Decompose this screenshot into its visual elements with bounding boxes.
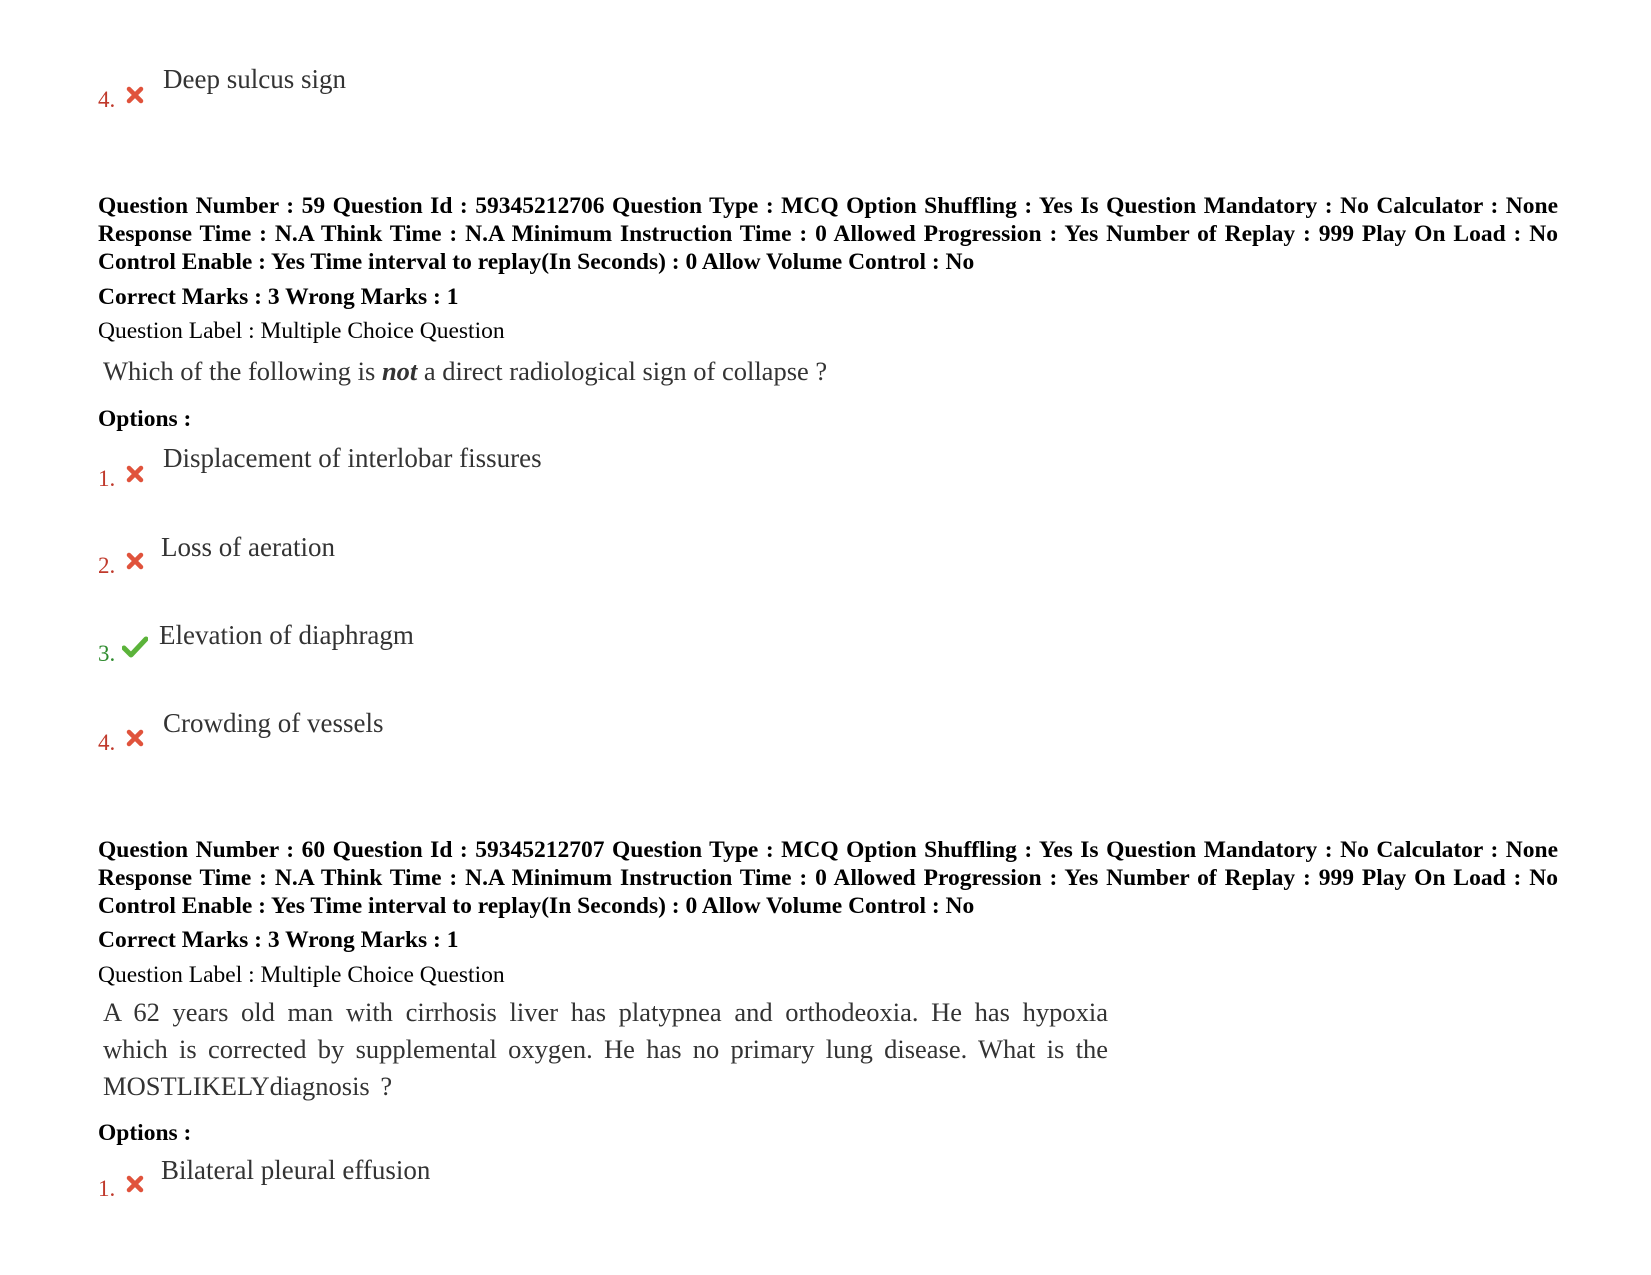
options-heading: Options :: [98, 406, 192, 432]
question-emphasis: not: [381, 356, 418, 386]
question-label: Question Label : Multiple Choice Question: [98, 962, 505, 988]
option-text: Deep sulcus sign: [163, 64, 346, 94]
option-text: Bilateral pleural effusion: [161, 1155, 431, 1185]
cross-icon: [125, 728, 145, 748]
question-marks: Correct Marks : 3 Wrong Marks : 1: [98, 927, 459, 953]
cross-icon: [125, 85, 145, 105]
option-number: 2.: [98, 553, 116, 578]
option-number: 1.: [98, 466, 116, 491]
option-number: 4.: [98, 87, 116, 112]
check-icon: [122, 636, 148, 658]
option-number: 3.: [98, 641, 116, 666]
option-number: 4.: [98, 730, 116, 755]
option-text: Displacement of interlobar fissures: [163, 443, 542, 473]
option-text: Elevation of diaphragm: [159, 620, 414, 650]
question-meta: Question Number : 59 Question Id : 59345212706 Question Type : MCQ Option Shuffling : Yes Is Question Mandatory : No Calculator : None Response Time : N.A Think Time : N.A Minimum Instruction Time : 0 Allowed Progression : Yes Number of Replay : 999 Play On Load : No Control Enable : Yes Time interval to replay(In Seconds) : 0 Allow Volume Control : No: [98, 193, 1558, 275]
option-number: 1.: [98, 1176, 116, 1201]
cross-icon: [125, 464, 145, 484]
cross-icon: [125, 1174, 145, 1194]
cross-icon: [125, 551, 145, 571]
option-text: Loss of aeration: [161, 532, 335, 562]
question-label: Question Label : Multiple Choice Question: [98, 318, 505, 344]
question-text: Which of the following is not a direct radiological sign of collapse ?: [103, 356, 828, 386]
question-text: A 62 years old man with cirrhosis liver has platypnea and orthodeoxia. He has hypoxia which is corrected by supplemental oxygen. He has no primary lung disease. What is the MOSTLIKELYdiagnosis ?: [103, 997, 1108, 1101]
question-meta: Question Number : 60 Question Id : 59345212707 Question Type : MCQ Option Shuffling : Yes Is Question Mandatory : No Calculator : None Response Time : N.A Think Time : N.A Minimum Instruction Time : 0 Allowed Progression : Yes Number of Replay : 999 Play On Load : No Control Enable : Yes Time interval to replay(In Seconds) : 0 Allow Volume Control : No: [98, 837, 1558, 919]
option-text: Crowding of vessels: [163, 708, 384, 738]
options-heading: Options :: [98, 1120, 192, 1146]
question-marks: Correct Marks : 3 Wrong Marks : 1: [98, 284, 459, 310]
